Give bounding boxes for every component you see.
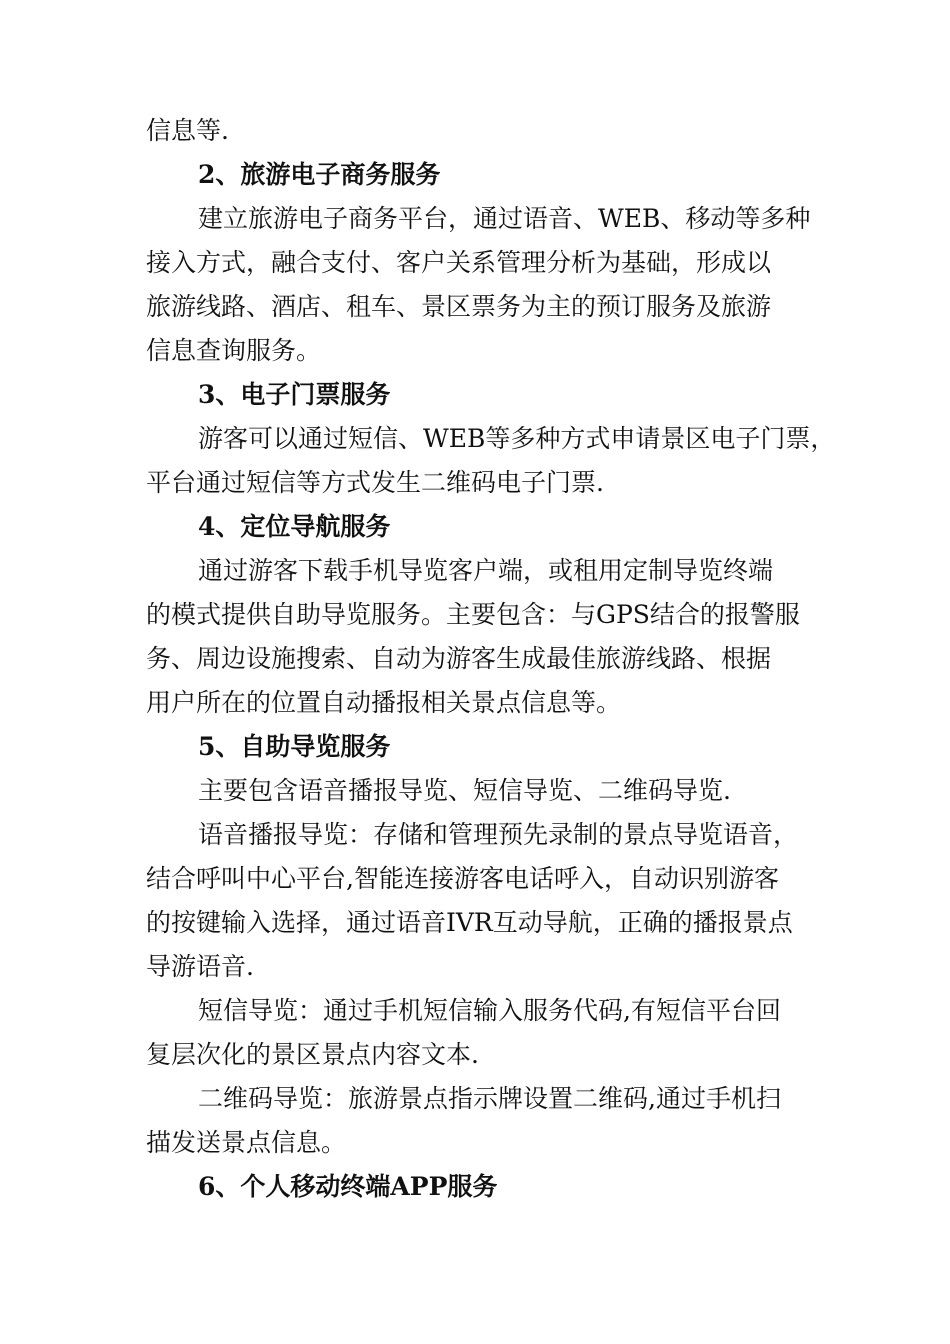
section-heading: 2、旅游电子商务服务 — [198, 160, 441, 189]
paragraph-line: 旅游线路、酒店、租车、景区票务为主的预订服务及旅游 — [146, 292, 772, 321]
section-heading: 6、个人移动终端APP服务 — [198, 1172, 498, 1201]
paragraph-line: 信息查询服务。 — [146, 336, 322, 365]
section-heading: 5、自助导览服务 — [198, 732, 391, 761]
paragraph-line: 平台通过短信等方式发生二维码电子门票. — [146, 468, 604, 497]
paragraph-line: 建立旅游电子商务平台，通过语音、WEB、移动等多种 — [198, 204, 811, 233]
paragraph-line: 接入方式，融合支付、客户关系管理分析为基础，形成以 — [146, 248, 772, 277]
text-line: 信息等. — [146, 116, 229, 145]
paragraph-line: 描发送景点信息。 — [146, 1128, 347, 1157]
paragraph-line: 导游语音. — [146, 952, 254, 981]
paragraph-line: 短信导览：通过手机短信输入服务代码,有短信平台回 — [198, 996, 781, 1025]
paragraph-line: 结合呼叫中心平台,智能连接游客电话呼入，自动识别游客 — [146, 864, 779, 893]
paragraph-line: 用户所在的位置自动播报相关景点信息等。 — [146, 688, 622, 717]
paragraph-line: 的模式提供自助导览服务。主要包含：与GPS结合的报警服 — [146, 600, 800, 629]
section-heading: 3、电子门票服务 — [198, 380, 391, 409]
paragraph-line: 通过游客下载手机导览客户端，或租用定制导览终端 — [198, 556, 774, 585]
section-heading: 4、定位导航服务 — [198, 512, 391, 541]
paragraph-line: 二维码导览：旅游景点指示牌设置二维码,通过手机扫 — [198, 1084, 781, 1113]
paragraph-line: 的按键输入选择，通过语音IVR互动导航，正确的播报景点 — [146, 908, 793, 937]
paragraph-line: 主要包含语音播报导览、短信导览、二维码导览. — [198, 776, 731, 805]
paragraph-line: 务、周边设施搜索、自动为游客生成最佳旅游线路、根据 — [146, 644, 772, 673]
paragraph-line: 游客可以通过短信、WEB等多种方式申请景区电子门票， — [198, 424, 836, 453]
paragraph-line: 复层次化的景区景点内容文本. — [146, 1040, 479, 1069]
paragraph-line: 语音播报导览：存储和管理预先录制的景点导览语音， — [198, 820, 799, 849]
